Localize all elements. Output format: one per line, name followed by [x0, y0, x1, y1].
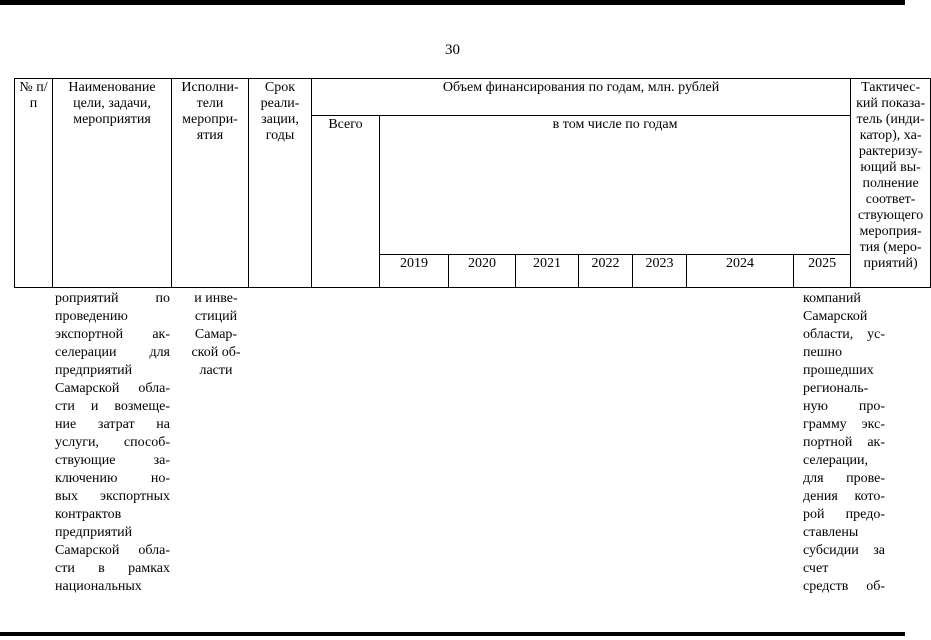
text-line: сти и возмеще- — [55, 399, 170, 414]
text-line: дения кото- — [803, 489, 885, 504]
year-2024: 2024 — [687, 255, 794, 288]
text-line: для прове- — [803, 471, 885, 486]
text-line: ставлены — [803, 525, 859, 540]
text-line: ключению но- — [55, 471, 170, 486]
text-line: Самарской обла- — [55, 543, 170, 558]
text-line: услуги, способ- — [55, 435, 170, 450]
year-2020: 2020 — [449, 255, 516, 288]
header-total: Всего — [312, 116, 380, 288]
text-line: субсидии за — [803, 543, 885, 558]
header-term: Срок реали-зации, годы — [249, 79, 312, 288]
year-2021: 2021 — [516, 255, 579, 288]
text-line: контрактов — [55, 507, 122, 522]
text-line: национальных — [55, 579, 142, 594]
text-line: проведению — [55, 309, 128, 324]
text-line: рой предо- — [803, 507, 885, 522]
header-by-years: в том числе по годам — [380, 116, 851, 255]
year-2022: 2022 — [579, 255, 633, 288]
text-line: ние затрат на — [55, 417, 170, 432]
text-line: региональ- — [803, 381, 869, 396]
text-line: средств об- — [803, 579, 885, 594]
text-line: ствующие за- — [55, 453, 170, 468]
bottom-border — [0, 632, 905, 636]
funding-table-header — [14, 78, 931, 288]
text-line: грамму экс- — [803, 417, 885, 432]
text-line: Самар- — [194, 327, 238, 342]
text-line: области, ус- — [803, 327, 885, 342]
year-2023: 2023 — [633, 255, 687, 288]
text-line: селерации для — [55, 345, 170, 360]
header-num: № п/п — [15, 79, 53, 288]
header-executors: Исполни-тели меропри-ятия — [172, 79, 249, 288]
page-number: 30 — [445, 42, 460, 58]
indicator-column-text — [803, 290, 885, 596]
text-line: компаний — [803, 291, 861, 306]
text-line: сти в рамках — [55, 561, 170, 576]
text-line: счет — [803, 561, 829, 576]
header-name: Наименование цели, задачи, мероприятия — [53, 79, 172, 288]
text-line: прошедших — [803, 363, 874, 378]
text-line: ской об- — [191, 345, 241, 360]
name-column-text — [55, 290, 170, 596]
text-line: портной ак- — [803, 435, 885, 450]
text-line: ную про- — [803, 399, 885, 414]
text-line: и инве- — [194, 291, 238, 306]
top-border — [0, 0, 905, 5]
text-line: Самарской — [803, 309, 868, 324]
text-line: предприятий — [55, 363, 133, 378]
text-line: пешно — [803, 345, 842, 360]
text-line: роприятий по — [55, 291, 170, 306]
header-indicator: Тактичес-кий показа-тель (инди-катор), ха-рактеризу-ющий вы-полнение соответ-ствующего мероприя-тия (меро-приятий) — [851, 79, 931, 288]
text-line: предприятий — [55, 525, 133, 540]
text-line: вых экспортных — [55, 489, 170, 504]
text-line: селерации, — [803, 453, 868, 468]
header-funding: Объем финансирования по годам, млн. рублей — [312, 79, 851, 116]
year-2025: 2025 — [794, 255, 851, 288]
executors-column-text — [186, 290, 246, 380]
text-line: ласти — [199, 363, 233, 378]
text-line: Самарской обла- — [55, 381, 170, 396]
year-2019: 2019 — [380, 255, 449, 288]
text-line: экспортной ак- — [55, 327, 170, 342]
text-line: стиций — [194, 309, 238, 324]
